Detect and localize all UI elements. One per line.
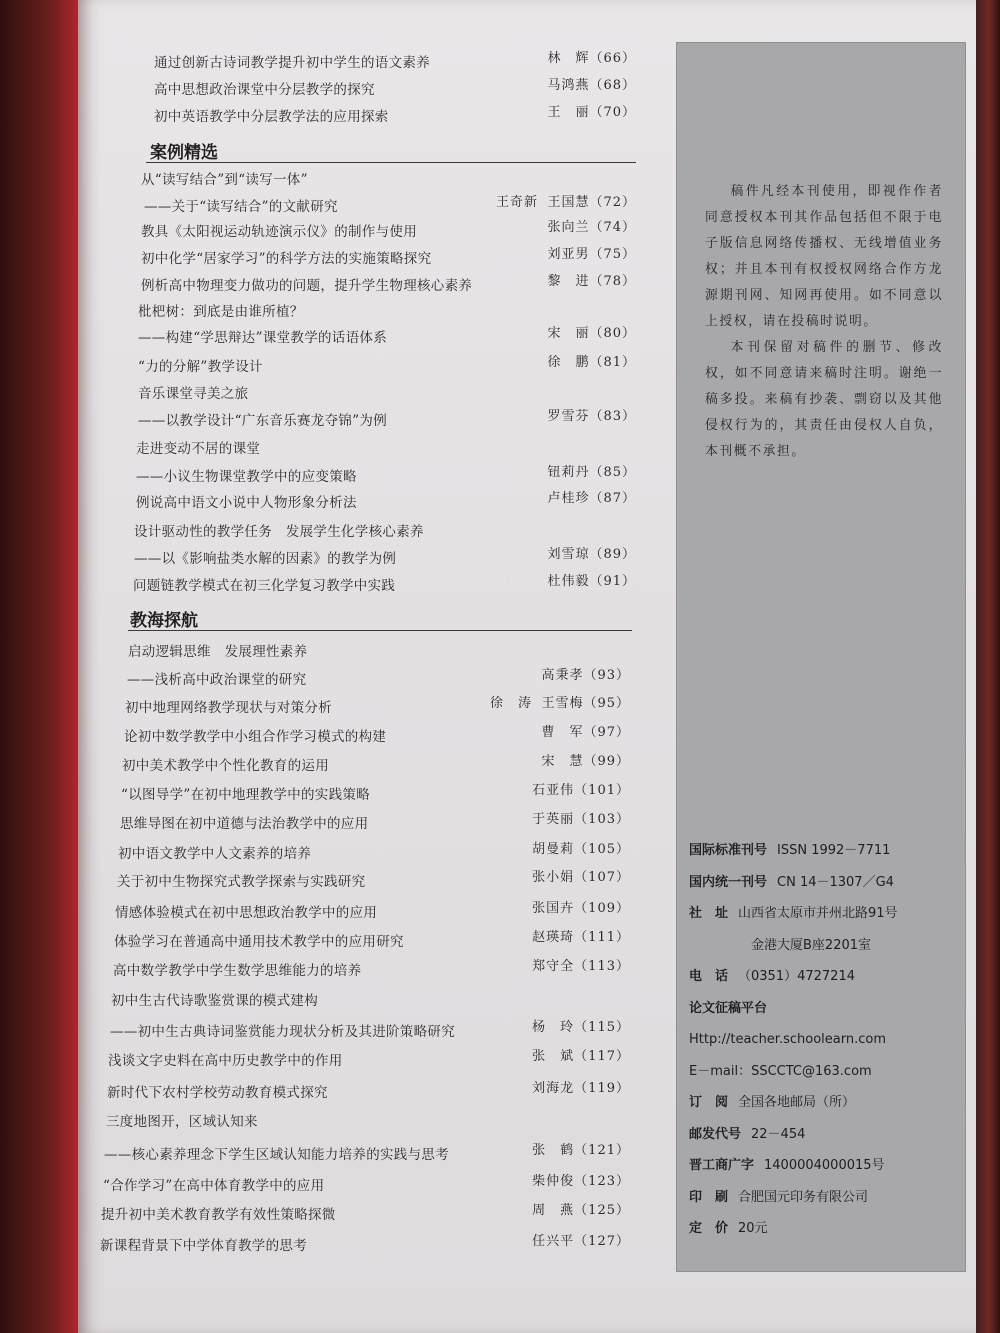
entry-author-page: 柴仲俊（123） [532,1174,630,1189]
toc-entry [138,356,638,378]
entry-author-page: 高秉孝（93） [541,668,630,683]
toc-entry [134,521,638,543]
entry-title: 音乐课堂寻美之旅 [138,386,249,402]
entry-author-page: 任兴平（127） [532,1234,630,1249]
toc-entry [125,697,638,719]
toc-column [78,0,678,1333]
entry-title: 初中美术教学中个性化教育的运用 [122,758,329,774]
section-heading-exploration: 教海探航 [130,611,198,631]
info-label: 定 价 [689,1221,729,1236]
entry-author-page: 王国慧（72） [547,195,636,210]
toc-entry [122,755,638,777]
toc-entry [141,221,638,243]
entry-title: 新时代下农村学校劳动教育模式探究 [107,1085,328,1101]
toc-entry [124,726,638,748]
entry-author-page: 宋 丽（80） [547,326,636,341]
info-label: 国内统一刊号 [689,874,768,890]
toc-entry [103,1175,638,1197]
entry-author-page: 徐 鹏（81） [547,355,636,370]
book-spine-right [972,0,1000,1333]
toc-entry [114,931,638,953]
entry-author-page: 张向兰（74） [547,220,636,235]
entry-author-page: 刘雪琼（89） [547,547,636,562]
info-line [689,1119,959,1151]
info-value: 山西省太原市并州北路91号 [738,906,898,921]
entry-title: 高中数学教学中学生数学思维能力的培养 [113,963,362,979]
entry-title: “合作学习”在高中体育教学中的应用 [103,1178,325,1194]
toc-entry [141,169,638,191]
entry-author-page: 王 丽（70） [547,105,636,120]
entry-title: 思维导图在初中道德与法治教学中的应用 [120,816,369,832]
info-line [689,930,959,962]
info-line [689,993,959,1025]
section-rule [146,162,636,163]
info-line [689,961,959,993]
entry-author-page: 胡曼莉（105） [532,842,630,857]
info-line [689,1056,959,1088]
entry-title: 枇杷树：到底是由谁所植？ [138,304,304,320]
entry-author-page: 张小娟（107） [532,870,630,885]
info-label: 社 址 [689,906,729,921]
entry-author-page: 钮莉丹（85） [547,465,636,480]
entry-title: 走进变动不居的课堂 [136,441,261,457]
info-value: 全国各地邮局（所） [738,1095,856,1110]
entry-author-page: 赵瑛琦（111） [532,930,630,945]
toc-entry [121,784,638,806]
entry-title: ——以教学设计“广东音乐赛龙夺锦”为例 [138,413,388,429]
info-label: 晋工商广字 [689,1158,755,1173]
info-value: ISSN 1992－7711 [777,843,891,858]
info-label: 国际标准刊号 [689,843,768,858]
entry-author-page: 郑守全（113） [532,959,630,974]
entry-title: 情感体验模式在初中思想政治教学中的应用 [115,905,378,921]
info-line [689,1087,959,1119]
entry-author-page: 张 鹤（121） [532,1143,630,1158]
toc-entry [138,327,638,349]
info-line [689,1150,959,1182]
entry-title: 高中思想政治课堂中分层教学的探究 [154,82,375,98]
entry-title: 新课程背景下中学体育教学的思考 [100,1238,307,1254]
entry-title: 初中地理网络教学现状与对策分析 [125,700,332,716]
toc-entry [117,871,638,893]
info-value: Http://teacher.schoolearn.com [689,1032,886,1047]
entry-title: ——以《影响盐类水解的因素》的教学为例 [134,551,397,567]
entry-title: ——小议生物课堂教学中的应变策略 [136,469,357,485]
toc-entry [106,1111,638,1133]
section-rule [128,630,632,631]
entry-title: 例析高中物理变力做功的问题，提升学生物理核心素养 [141,278,473,294]
entry-title: 例说高中语文小说中人物形象分析法 [136,495,357,511]
entry-title: 设计驱动性的教学任务 发展学生化学核心素养 [134,524,424,540]
info-label: 电 话 [689,969,729,984]
info-label: 邮发代号 [689,1126,742,1142]
entry-author-page: 杨 玲（115） [532,1020,630,1035]
toc-entry [134,548,638,570]
info-label: 论文征稿平台 [689,1000,768,1016]
table-of-contents-page [78,0,976,1333]
info-line [689,898,959,930]
info-value: 1400004000015号 [764,1158,885,1173]
info-line [689,1213,959,1245]
toc-entry [141,248,638,270]
toc-entry [107,1082,638,1104]
toc-entry [138,301,638,323]
entry-coauthor: 王奇新 [496,195,539,210]
entry-title: 通过创新古诗词教学提升初中学生的语文素养 [154,55,430,71]
publication-info-panel [676,42,966,1272]
entry-author-page: 石亚伟（101） [532,783,630,798]
entry-title: ——浅析高中政治课堂的研究 [127,672,307,688]
entry-author-page: 于英丽（103） [532,812,630,827]
toc-entry [144,196,638,218]
entry-author-page: 罗雪芬（83） [547,409,636,424]
entry-title: 初中语文教学中人文素养的培养 [118,846,312,862]
toc-entry [154,79,638,101]
notice-paragraph-1: 稿件凡经本刊使用，即视作作者同意授权本刊其作品包括但不限于电子版信息网络传播权、无线增值业务权；并且本刊有权授权网络合作方龙源期刊网、知网再使用。如不同意以上授权，请在投稿时说明。 [705,184,943,329]
entry-title: 论初中数学教学中小组合作学习模式的构建 [124,729,387,745]
info-line [689,1182,959,1214]
toc-entry [136,466,638,488]
toc-entry [118,843,638,865]
info-line [689,835,959,867]
toc-entry [111,990,638,1012]
entry-title: ——构建“学思辩达”课堂教学的话语体系 [138,330,388,346]
info-label: 印 刷 [689,1189,729,1205]
info-value: （0351）4727214 [738,969,855,984]
info-value: 合肥国元印务有限公司 [738,1189,869,1205]
entry-title: 体验学习在普通高中通用技术教学中的应用研究 [114,934,404,950]
entry-title: “力的分解”教学设计 [138,359,263,375]
entry-author-page: 宋 慧（99） [541,754,630,769]
toc-entry [136,492,638,514]
entry-author-page: 刘海龙（119） [532,1081,630,1096]
entry-author-page: 卢桂珍（87） [547,491,636,506]
toc-entry [120,813,638,835]
toc-entry [113,960,638,982]
toc-entry [128,641,638,663]
entry-title: 教具《太阳视运动轨迹演示仪》的制作与使用 [141,224,417,240]
entry-title: 从“读写结合”到“读写一体” [141,172,308,188]
section-heading-cases: 案例精选 [150,143,218,163]
entry-title: 初中化学“居家学习”的科学方法的实施策略探究 [141,251,432,267]
toc-entry [127,669,638,691]
toc-entry [141,275,638,297]
entry-author-page: 林 辉（66） [547,51,636,66]
entry-author-page: 刘亚男（75） [547,247,636,262]
entry-title: 浅谈文字史料在高中历史教学中的作用 [108,1053,343,1069]
entry-author-page: 杜伟毅（91） [547,574,636,589]
notice-paragraph-2: 本刊保留对稿件的删节、修改权，如不同意请来稿时注明。谢绝一稿多投。来稿有抄袭、剽窃以及其他侵权行为的，其责任由侵权人自负，本刊概不承担。 [705,340,943,459]
toc-entry [138,383,638,405]
entry-title: 关于初中生物探究式教学探索与实践研究 [117,874,366,890]
info-value: 金港大厦B座2201室 [751,937,872,953]
publication-details [689,835,959,1245]
toc-entry [136,438,638,460]
info-label: 订 阅 [689,1095,729,1110]
entry-author-page: 黎 进（78） [547,274,636,289]
toc-entry [115,902,638,924]
entry-title: 初中英语教学中分层教学法的应用探索 [154,109,389,125]
entry-author-page: 周 燕（125） [532,1203,630,1218]
entry-author-page: 张国卉（109） [532,901,630,916]
toc-entry [100,1235,638,1257]
info-value: CN 14－1307／G4 [777,874,894,890]
entry-title: 提升初中美术教育教学有效性策略探微 [101,1207,336,1223]
entry-author-page: 张 斌（117） [532,1049,630,1064]
entry-title: ——关于“读写结合”的文献研究 [144,199,338,215]
info-value: 22－454 [751,1126,806,1142]
copyright-notice [705,179,943,465]
toc-entry [133,575,638,597]
entry-author-page: 王雪梅（95） [541,696,630,711]
entry-title: ——初中生古典诗词鉴赏能力现状分析及其进阶策略研究 [110,1024,455,1040]
toc-entry [138,410,638,432]
entry-coauthor: 徐 涛 [490,696,533,711]
entry-title: ——核心素养理念下学生区域认知能力培养的实践与思考 [104,1147,449,1163]
entry-title: 初中生古代诗歌鉴赏课的模式建构 [111,993,318,1009]
info-line [689,867,959,899]
entry-title: 三度地图开，区域认知来 [106,1114,258,1130]
entry-author-page: 马鸿燕（68） [547,78,636,93]
toc-entry [101,1204,638,1226]
entry-author-page: 曹 军（97） [541,725,630,740]
info-line [689,1024,959,1056]
entry-title: “以图导学”在初中地理教学中的实践策略 [121,787,371,803]
toc-entry [108,1050,638,1072]
toc-entry [154,106,638,128]
toc-entry [154,52,638,74]
toc-entry [110,1021,638,1043]
info-value: E－mail：SSCCTC@163.com [689,1063,872,1079]
entry-title: 启动逻辑思维 发展理性素养 [128,644,308,660]
info-value: 20元 [738,1221,768,1236]
entry-title: 问题链教学模式在初三化学复习教学中实践 [133,578,396,594]
toc-entry [104,1144,638,1166]
